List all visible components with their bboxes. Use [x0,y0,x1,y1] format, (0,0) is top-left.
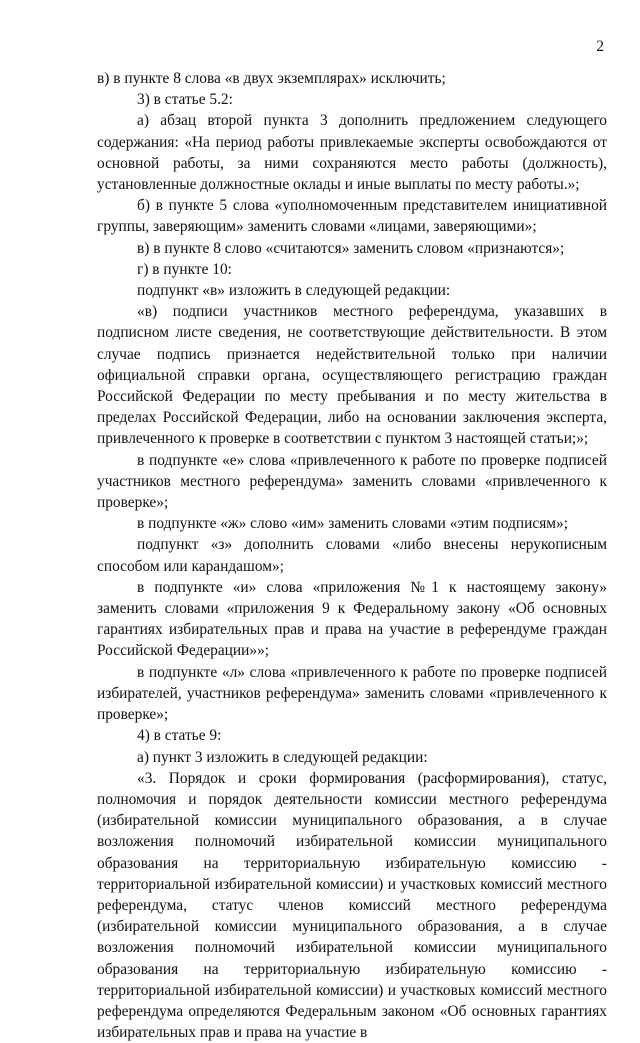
page-number: 2 [596,38,604,55]
paragraph: в) в пункте 8 слово «считаются» заменить словом «признаются»; [137,239,565,257]
paragraph: в подпункте «ж» слово «им» заменить словами «этим подписям»; [137,515,569,533]
paragraph: в подпункте «л» слова «привлеченного к работе по проверке подписей избирателей, участников референдума» заменить словами «привлеченного к проверке»; [97,663,607,724]
paragraph: а) абзац второй пункта 3 дополнить предложением следующего содержания: «На период работы привлекаемые эксперты освобождаются от основной работы, за ними сохраняются место работы (должность), установленные должностные оклады и иные выплаты по месту работы.»; [97,112,607,194]
paragraph: «в) подписи участников местного референдума, указавших в подписном листе сведения, не соответствующие действительности. В этом случае подпись признается недействительной только при наличии официальной справки органа, осуществляющего регистрацию граждан Российской Федерации по месту пребывания и по месту жительства в пределах Российской Федерации, либо на основании заключения эксперта, привлеченного к проверке в соответствии с пунктом 3 настоящей статьи;»; [97,303,607,448]
paragraph: 3) в статье 5.2: [137,91,233,109]
paragraph: в подпункте «и» слова «приложения №1 к настоящему закону» заменить словами «приложения 9 к Федеральному закону «Об основных гарантиях избирательных прав и права на участие в референдуме граждан Российской Федерации»»; [97,578,607,660]
paragraph: а) пункт 3 изложить в следующей редакции: [137,748,428,766]
paragraph: г) в пункте 10: [137,260,232,278]
paragraph: подпункт «в» изложить в следующей редакции: [137,282,451,300]
paragraph: в) в пункте 8 слова «в двух экземплярах» исключить; [97,70,446,87]
paragraph: в подпункте «е» слова «привлеченного к работе по проверке подписей участников местного референдума» заменить словами «привлеченного к проверке»; [97,451,607,512]
paragraph: подпункт «з» дополнить словами «либо внесены нерукописным способом или карандашом»; [97,536,607,575]
paragraph: б) в пункте 5 слова «уполномоченным представителем инициативной группы, заверяющим» заменить словами «лицами, заверяющими»; [97,197,607,236]
document-body [97,68,607,1043]
paragraph: 4) в статье 9: [137,727,222,745]
paragraph: «3. Порядок и сроки формирования (расформирования), статус, полномочия и порядок деятельности комиссии местного референдума (избирательной комиссии муниципального образования, а в случае возложения полномочий избирательной комиссии муниципального образования на территориальную избирательную комиссию - территориальной избирательной комиссии) и участковых комиссий местного референдума, статус членов комиссий местного референдума (избирательной комиссии муниципального образования, а в случае возложения полномочий избирательной комиссии муниципального образования на территориальную избирательную комиссию - территориальной избирательной комиссии) и участковых комиссий местного референдума определяются Федеральным законом «Об основных гарантиях избирательных прав и права на участие в [97,769,607,1042]
